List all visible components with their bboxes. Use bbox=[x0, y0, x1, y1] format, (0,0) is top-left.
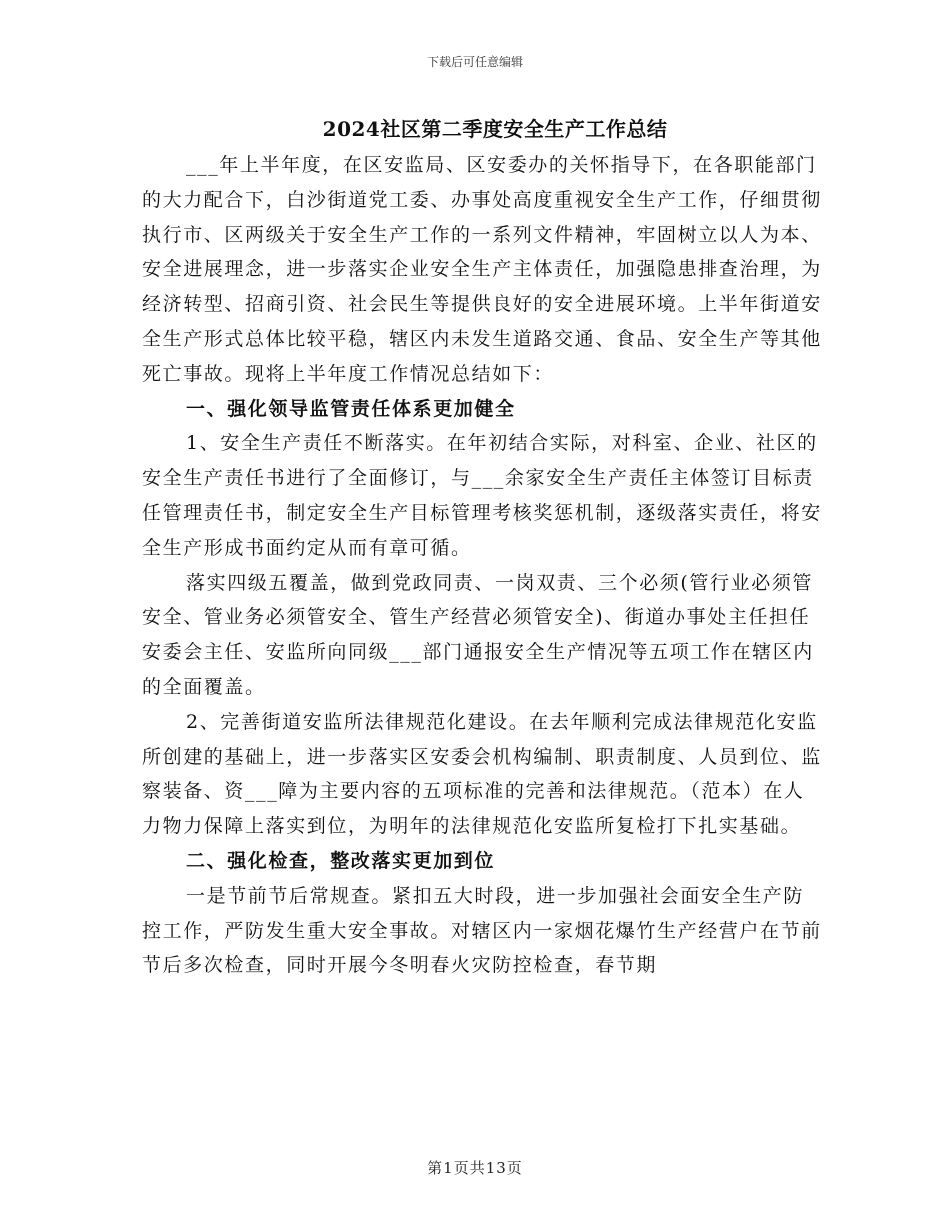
paragraph-coverage: 落实四级五覆盖，做到党政同责、一岗双责、三个必须(管行业必须管安全、管业务必须管安全、管生产经营必须管安全)、街道办事处主任担任安委会主任、安监所向同级___部门通报安全生产情况等五项工作在辖区内的全面覆盖。 bbox=[142, 571, 814, 698]
paragraph-standardization: 2、完善街道安监所法律规范化建设。在去年顺利完成法律规范化安监所创建的基础上，进一步落实区安委会机构编制、职责制度、人员到位、监察装备、资___障为主要内容的五项标准的完善和法律规范。（范本）在人力物力保障上落实到位，为明年的法律规范化安监所复检打下扎实基础。 bbox=[142, 710, 822, 838]
section-heading-1: 一、强化领导监管责任体系更加健全 bbox=[186, 397, 516, 420]
paragraph-inspection: 一是节前节后常规查。紧扣五大时段，进一步加强社会面安全生产防控工作，严防发生重大安全事故。对辖区内一家烟花爆竹生产经营户在节前节后多次检查，同时开展今冬明春火灾防控检查，春节期 bbox=[142, 884, 822, 977]
section-heading-2: 二、强化检查，整改落实更加到位 bbox=[186, 849, 496, 872]
document-body bbox=[142, 148, 822, 983]
paragraph-responsibility: 1、安全生产责任不断落实。在年初结合实际，对科室、企业、社区的安全生产责任书进行了全面修订，与___余家安全生产责任主体签订目标责任管理责任书，制定安全生产目标管理考核奖惩机制，逐级落实责任，将安全生产形成书面约定从而有章可循。 bbox=[142, 432, 822, 559]
intro-paragraph: ___年上半年度，在区安监局、区安委办的关怀指导下，在各职能部门的大力配合下，白沙街道党工委、办事处高度重视安全生产工作，仔细贯彻执行市、区两级关于安全生产工作的一系列文件精神，牢固树立以人为本、安全进展理念，进一步落实企业安全生产主体责任，加强隐患排查治理，为经济转型、招商引资、社会民生等提供良好的安全进展环境。上半年街道安全生产形式总体比较平稳，辖区内未发生道路交通、食品、安全生产等其他死亡事故。现将上半年度工作情况总结如下： bbox=[142, 154, 822, 385]
header-note: 下载后可任意编辑 bbox=[426, 55, 523, 69]
document-title: 2024社区第二季度安全生产工作总结 bbox=[322, 117, 668, 141]
page-footer: 第1页共13页 bbox=[427, 1159, 523, 1177]
